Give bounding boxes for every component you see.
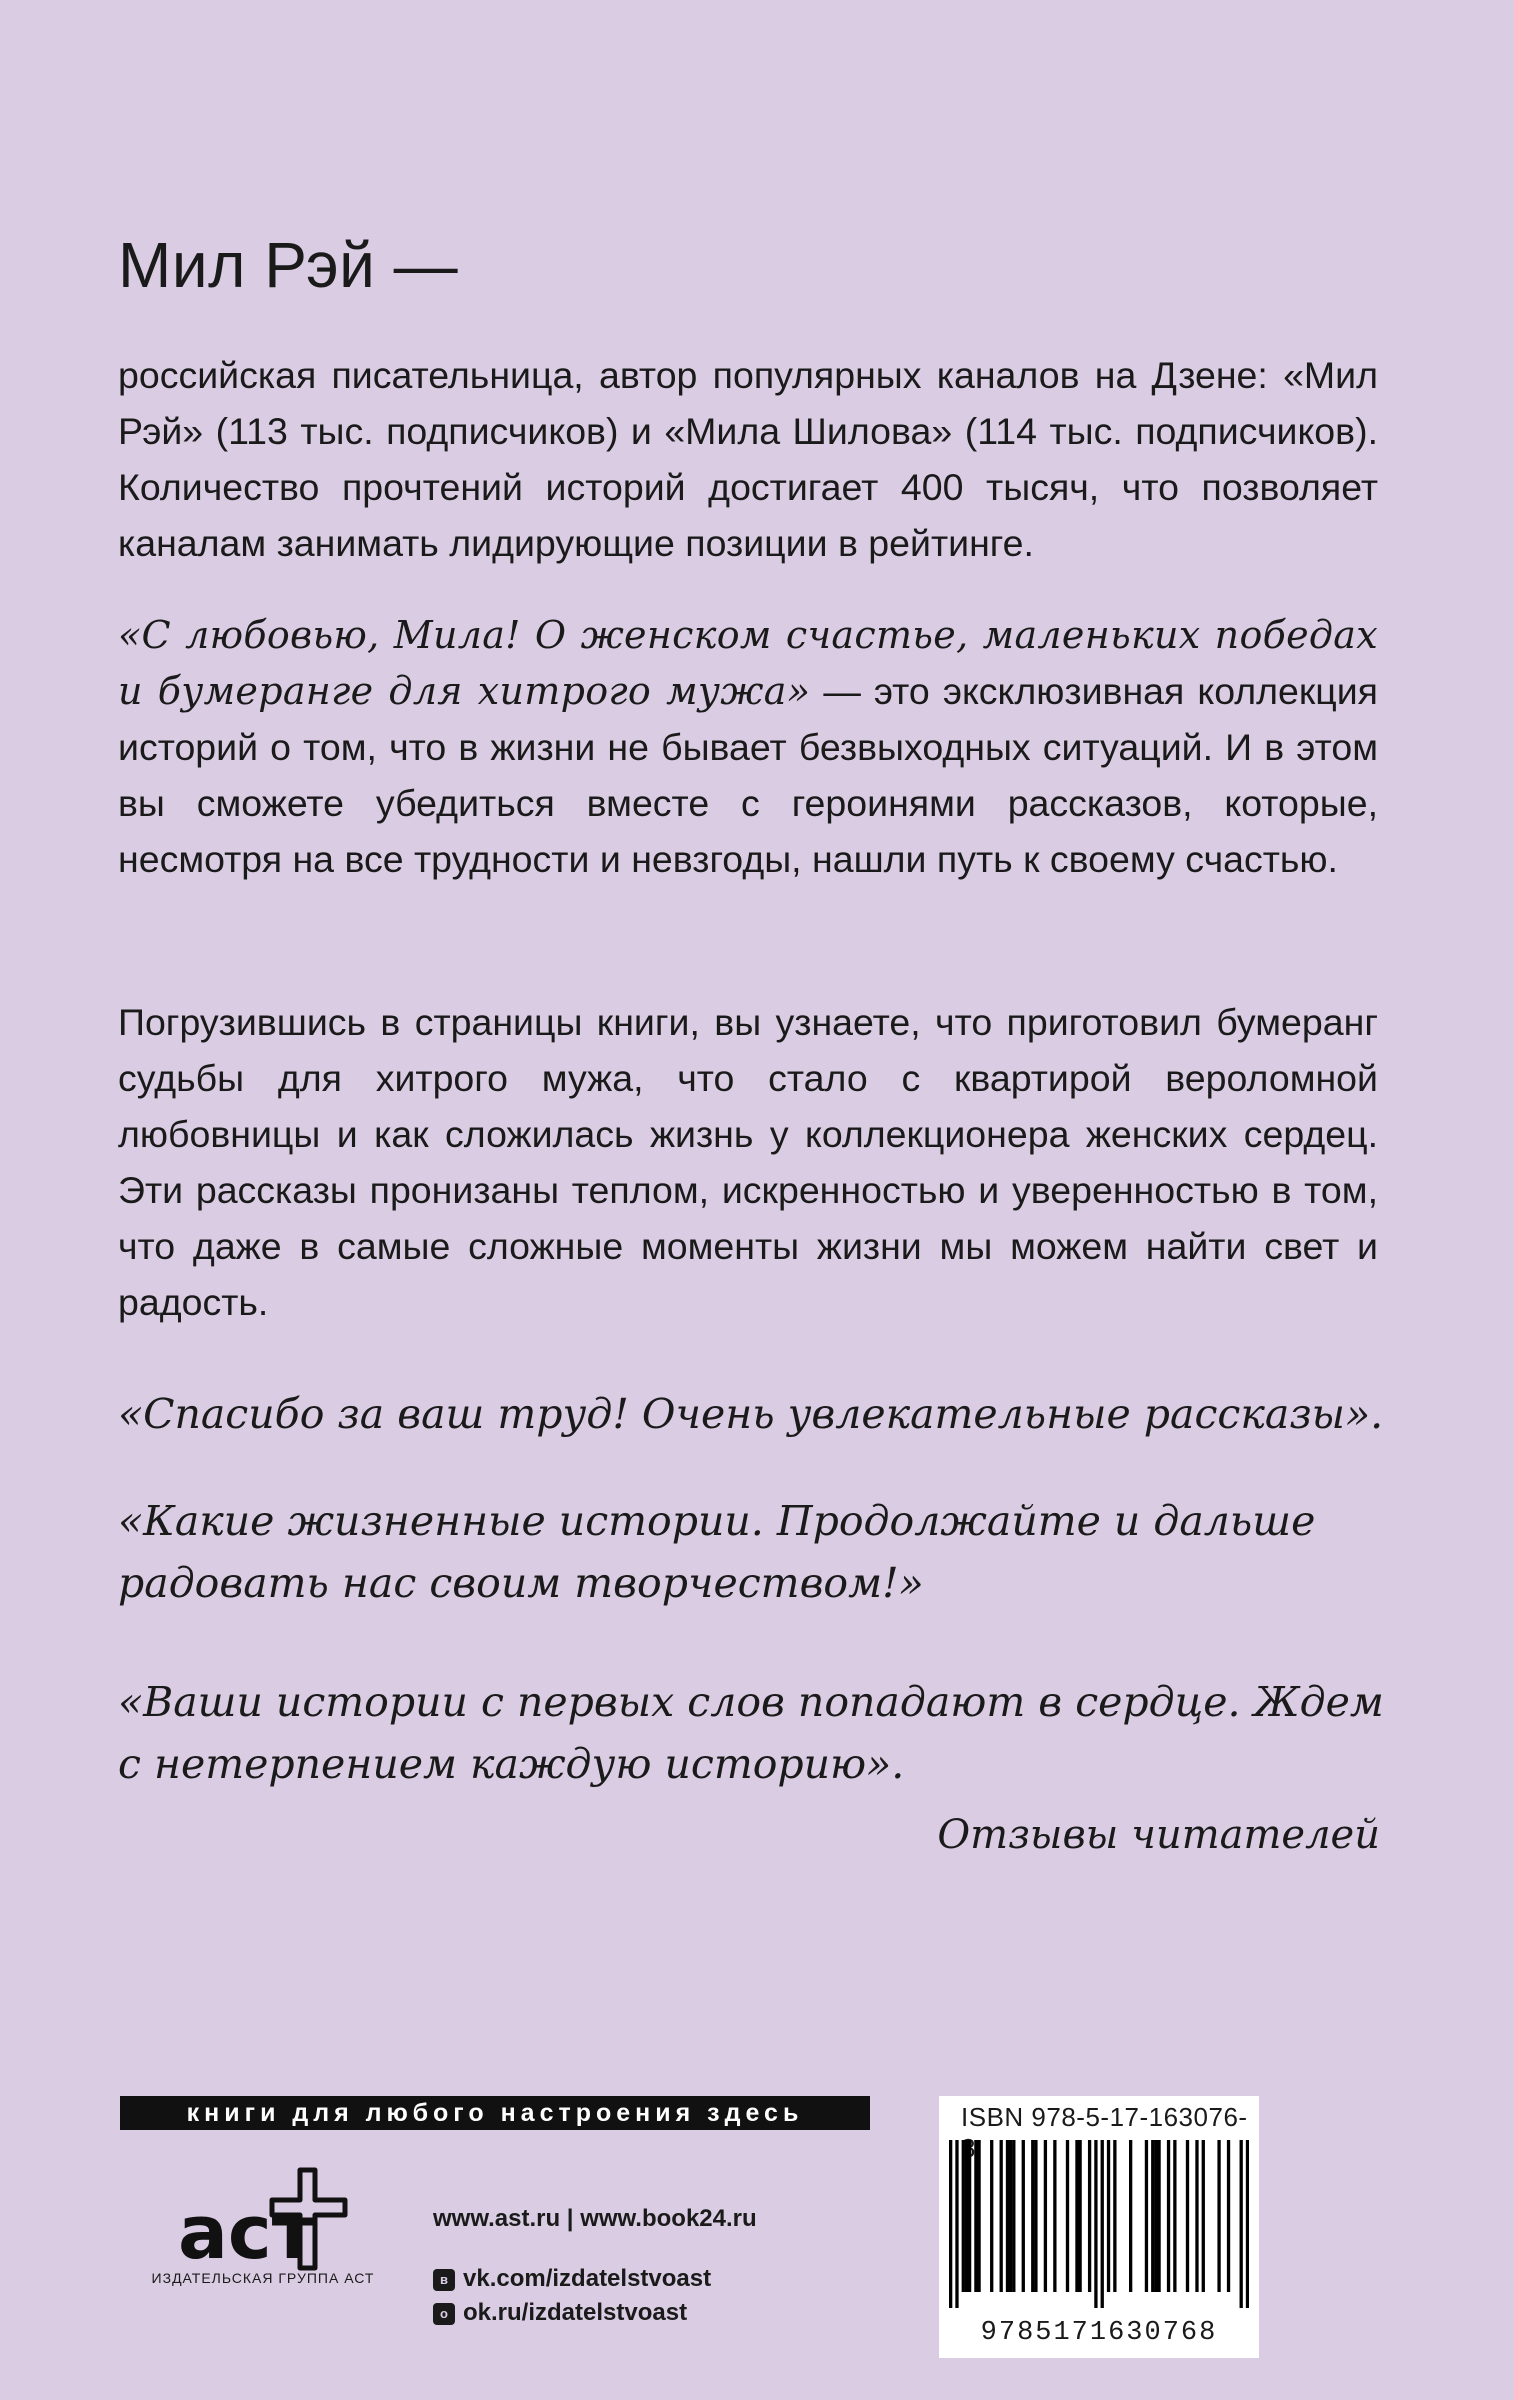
ok-icon: о — [433, 2303, 455, 2325]
barcode-bar — [1145, 2140, 1148, 2292]
reader-review: «Какие жизненные истории. Продолжайте и дальше радовать нас своим творчеством!» — [118, 1497, 1316, 1607]
barcode-bar — [1012, 2140, 1015, 2292]
barcode-bar — [1107, 2140, 1110, 2292]
ast-logo-letters: аст — [178, 2190, 315, 2276]
publisher-caption: ИЗДАТЕЛЬСКАЯ ГРУППА АСТ — [151, 2270, 375, 2286]
barcode-bar — [1195, 2140, 1198, 2292]
ast-logo — [140, 2150, 380, 2280]
barcode-bar — [1022, 2140, 1025, 2292]
barcode-bar — [1227, 2140, 1230, 2292]
ok-handle: izdatelstvoast — [528, 2299, 688, 2326]
reviews-source: Отзывы читателей — [937, 1812, 1380, 1858]
isbn-label: ISBN 978-5-17-163076- — [961, 2102, 1248, 2132]
barcode-bar — [1217, 2140, 1220, 2292]
author-heading: Мил Рэй — — [118, 229, 459, 301]
vk-link[interactable] — [433, 2265, 711, 2293]
vk-icon: в — [433, 2269, 455, 2291]
vk-label: vk.com/ — [463, 2265, 553, 2292]
isbn-barcode — [939, 2096, 1259, 2358]
barcode-bar — [1113, 2140, 1116, 2292]
slogan-bar: книги для любого настроения здесь — [120, 2096, 870, 2130]
barcode-bar — [1186, 2140, 1189, 2292]
barcode-bar — [965, 2140, 968, 2292]
barcode-bar — [1240, 2140, 1243, 2308]
barcode-bar — [1053, 2140, 1056, 2292]
barcode-bar — [1101, 2140, 1104, 2308]
book-synopsis: Погрузившись в страницы книги, вы узнаете, что приготовил бумеранг судьбы для хитрого мужа, что стало с квартирой вероломной любовницы и как сложилась жизнь у коллекционера женских сердец. Эти рассказы пронизаны теплом, искренностью и уверенностью в том, что даже в самые сложные моменты жизни мы можем найти свет и радость. — [118, 1001, 1378, 1323]
ok-label: ok.ru/ — [463, 2299, 529, 2326]
ok-link[interactable] — [433, 2299, 687, 2327]
barcode-bars — [949, 2140, 1249, 2308]
reader-review: «Ваши истории с первых слов попадают в сердце. Ждем с нетерпением каждую историю». — [118, 1678, 1384, 1788]
description-text: — это эксклюзивная коллекция историй о том, что в жизни не бывает безвыходных ситуаций. И в этом вы сможете убедиться вместе с героинями рассказов, которые, несмотря на все трудности и невзгоды, нашли путь к своему счастью. — [118, 670, 1378, 880]
barcode-bar — [1006, 2140, 1009, 2292]
barcode-bar — [1009, 2140, 1012, 2292]
barcode-bar — [955, 2140, 958, 2308]
barcode-bar — [1157, 2140, 1160, 2292]
barcode-bar — [1151, 2140, 1154, 2292]
barcode-bar — [1075, 2140, 1078, 2292]
barcode-bar — [949, 2140, 952, 2308]
barcode-bar — [990, 2140, 993, 2292]
barcode-bar — [1044, 2140, 1047, 2292]
barcode-bar — [1088, 2140, 1091, 2292]
reader-review: «Спасибо за ваш труд! Очень увлекательные рассказы». — [118, 1390, 1384, 1438]
barcode-bar — [1246, 2140, 1249, 2308]
barcode-bar — [962, 2140, 965, 2292]
barcode-bar — [974, 2140, 977, 2292]
barcode-bar — [977, 2140, 980, 2292]
barcode-bar — [1173, 2140, 1176, 2292]
barcode-bar — [1129, 2140, 1132, 2292]
author-bio: российская писательница, автор популярных каналов на Дзене: «Мил Рэй» (113 тыс. подписчиков) и «Мила Шилова» (114 тыс. подписчиков). Количество прочтений историй достигает 400 тысяч, что позволяет каналам занимать лидирующие позиции в рейтинге. — [118, 354, 1378, 564]
vk-handle: izdatelstvoast — [552, 2265, 712, 2292]
book-title-quote: «С любовью, Мила! О женском счастье, маленьких победах и бумеранге для хитрого мужа» — [118, 613, 1378, 713]
barcode-bar — [1031, 2140, 1034, 2292]
barcode-bar — [1066, 2140, 1069, 2292]
barcode-bar — [1078, 2140, 1081, 2292]
barcode-number: 9785171630768 — [980, 2318, 1218, 2348]
barcode-bar — [1094, 2140, 1097, 2308]
book-description — [118, 607, 1378, 887]
barcode-bar — [968, 2140, 971, 2292]
barcode-bar — [1202, 2140, 1205, 2292]
barcode-bar — [1034, 2140, 1037, 2292]
barcode-bar — [1000, 2140, 1003, 2292]
barcode-bar — [1167, 2140, 1170, 2292]
publisher-sites[interactable]: www.ast.ru | www.book24.ru — [433, 2205, 757, 2232]
barcode-bar — [1154, 2140, 1157, 2292]
